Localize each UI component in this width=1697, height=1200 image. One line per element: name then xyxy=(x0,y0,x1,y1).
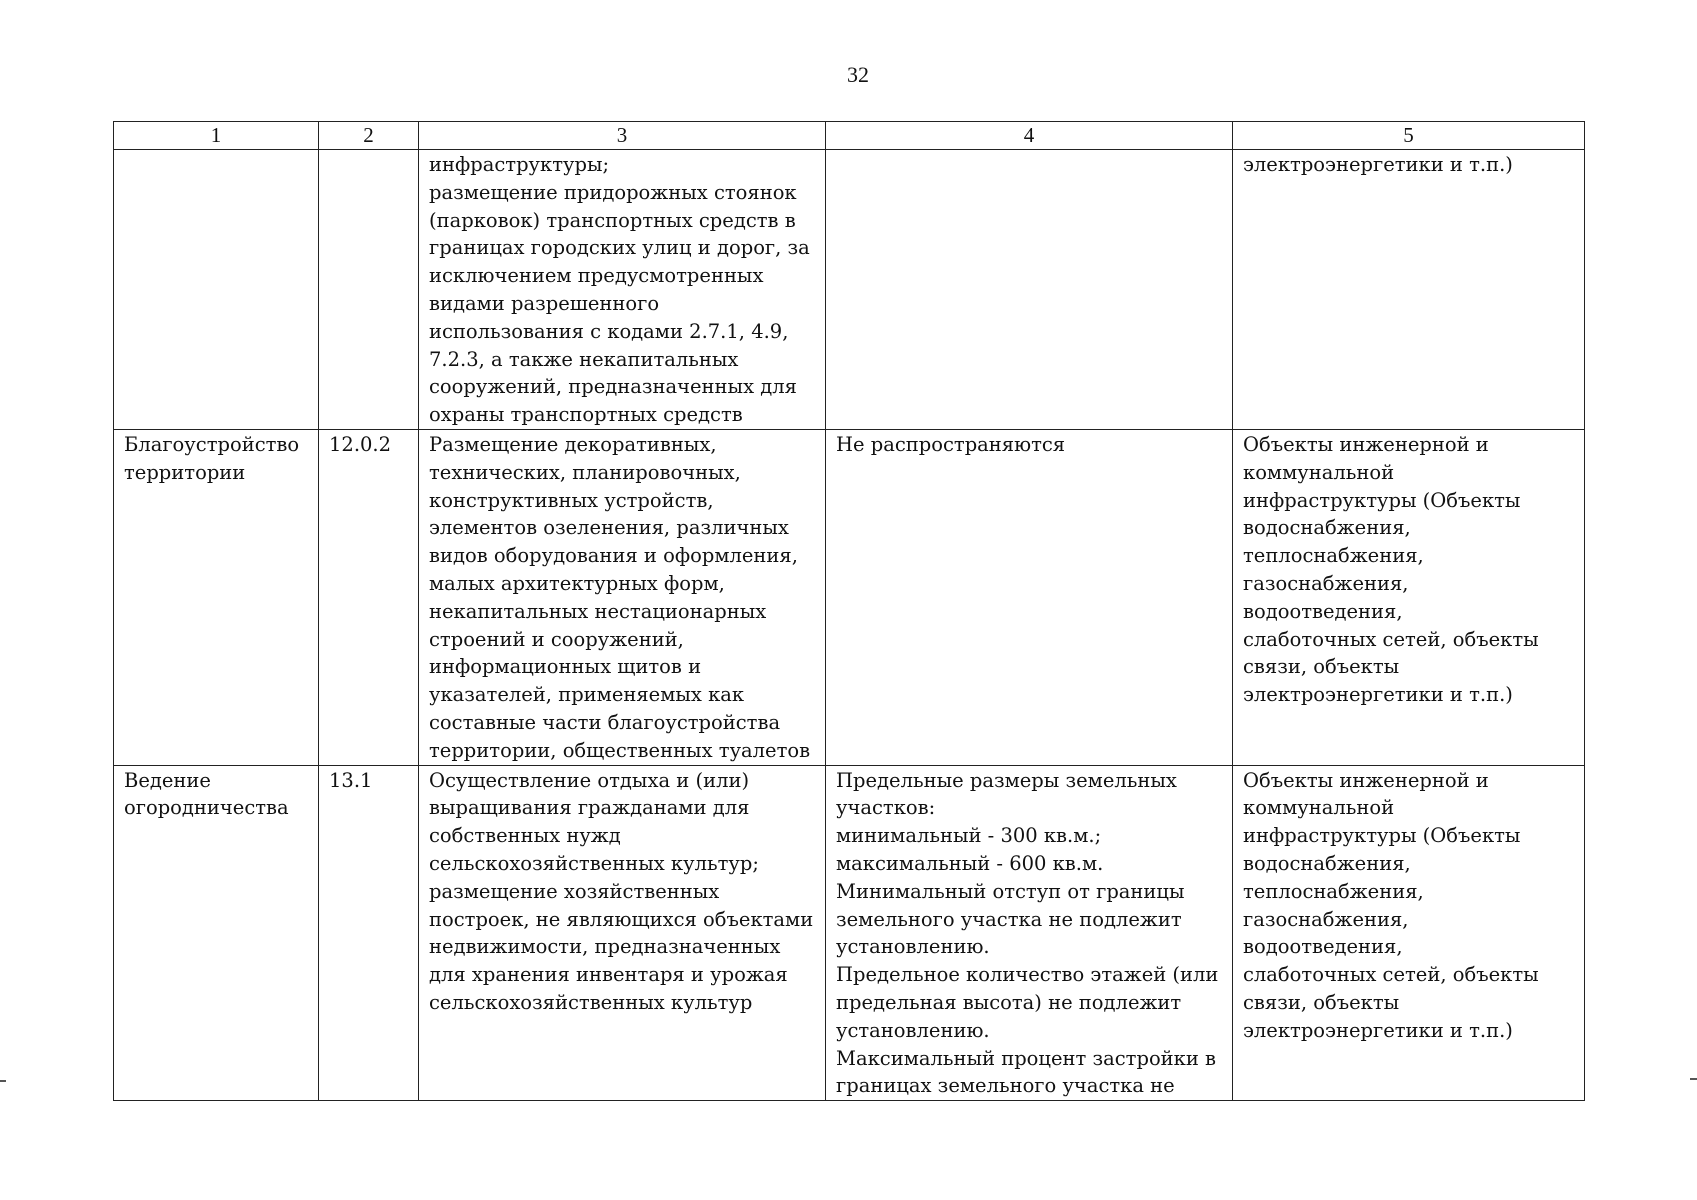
scan-mark-left xyxy=(0,1080,6,1082)
page-number: 32 xyxy=(847,62,869,87)
document-table xyxy=(113,121,1585,1101)
cell-objects: электроэнергетики и т.п.) xyxy=(1233,150,1585,430)
column-header-2: 2 xyxy=(319,122,419,150)
table-header-row xyxy=(114,122,1585,150)
cell-objects: Объекты инженерной и коммунальной инфраструктуры (Объекты водоснабжения, теплоснабжения, газоснабжения, водоотведения, слаботочных сетей, объекты связи, объекты электроэнергетики и т.п.) xyxy=(1233,429,1585,765)
column-header-1: 1 xyxy=(114,122,319,150)
table-row xyxy=(114,150,1585,430)
cell-name: Благоустройство территории xyxy=(114,429,319,765)
cell-code: 13.1 xyxy=(319,765,419,1101)
cell-parameters: Не распространяются xyxy=(826,429,1233,765)
cell-description: Осуществление отдыха и (или) выращивания гражданами для собственных нужд сельскохозяйственных культур; размещение хозяйственных построек, не являющихся объектами недвижимости, предназначенных для хранения инвентаря и урожая сельскохозяйственных культур xyxy=(419,765,826,1101)
cell-parameters xyxy=(826,150,1233,430)
column-header-4: 4 xyxy=(826,122,1233,150)
column-header-5: 5 xyxy=(1233,122,1585,150)
cell-name: Ведение огородничества xyxy=(114,765,319,1101)
cell-description: инфраструктуры; размещение придорожных стоянок (парковок) транспортных средств в границах городских улиц и дорог, за исключением предусмотренных видами разрешенного использования с кодами 2.7.1, 4.9, 7.2.3, а также некапитальных сооружений, предназначенных для охраны транспортных средств xyxy=(419,150,826,430)
column-header-3: 3 xyxy=(419,122,826,150)
cell-code xyxy=(319,150,419,430)
cell-name xyxy=(114,150,319,430)
table-row xyxy=(114,429,1585,765)
scan-mark-right xyxy=(1690,1078,1697,1080)
cell-code: 12.0.2 xyxy=(319,429,419,765)
cell-parameters: Предельные размеры земельных участков: минимальный - 300 кв.м.; максимальный - 600 кв.м. Минимальный отступ от границы земельного участка не подлежит установлению. Предельное количество этажей (или предельная высота) не подлежит установлению. Максимальный процент застройки в границах земельного участка не xyxy=(826,765,1233,1101)
cell-description: Размещение декоративных, технических, планировочных, конструктивных устройств, элементов озеленения, различных видов оборудования и оформления, малых архитектурных форм, некапитальных нестационарных строений и сооружений, информационных щитов и указателей, применяемых как составные части благоустройства территории, общественных туалетов xyxy=(419,429,826,765)
cell-objects: Объекты инженерной и коммунальной инфраструктуры (Объекты водоснабжения, теплоснабжения, газоснабжения, водоотведения, слаботочных сетей, объекты связи, объекты электроэнергетики и т.п.) xyxy=(1233,765,1585,1101)
table-row xyxy=(114,765,1585,1101)
